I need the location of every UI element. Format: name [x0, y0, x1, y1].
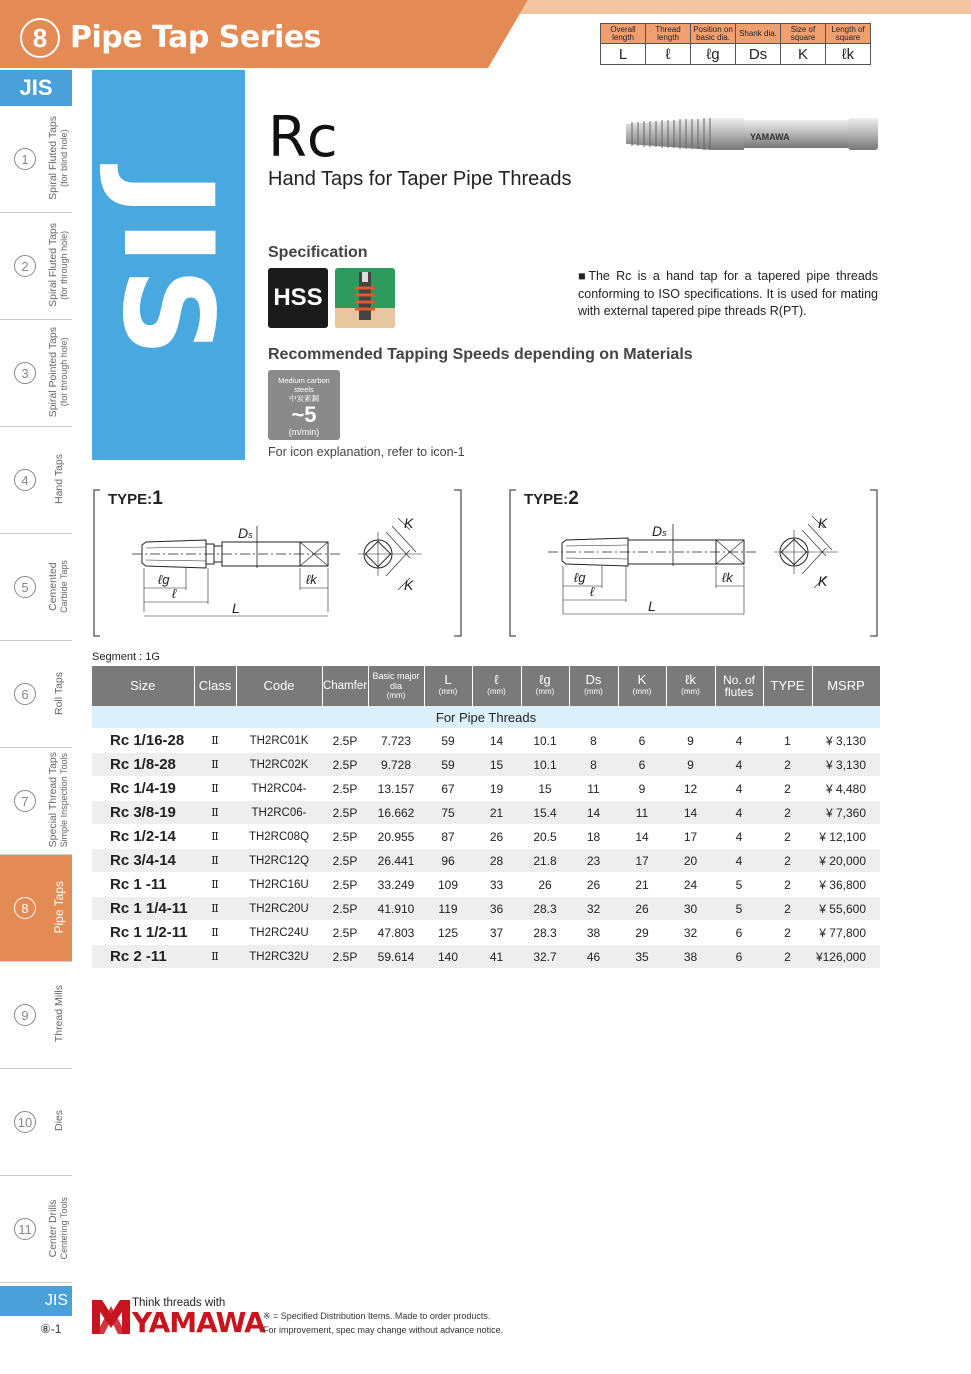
cell-lg: 10.1	[521, 729, 569, 753]
cell-msrp: ¥ 3,130	[812, 753, 880, 777]
cell-l: 75	[424, 801, 472, 825]
coating-icon	[335, 268, 395, 328]
legend-symbol: L	[601, 44, 646, 65]
cell-lk: 24	[666, 873, 715, 897]
cell-lg: 26	[521, 873, 569, 897]
cell-lk: 12	[666, 777, 715, 801]
table-row	[92, 921, 880, 945]
cell-basic: 9.728	[368, 753, 424, 777]
legend-symbol: ℓg	[691, 44, 736, 65]
cell-ds: 32	[569, 897, 618, 921]
col-type: TYPE	[763, 666, 812, 706]
sidebar-item-label: Thread Mills	[52, 985, 65, 1043]
type2-drawing	[508, 486, 884, 638]
product-subtitle: Hand Taps for Taper Pipe Threads	[268, 168, 572, 190]
cell-basic: 47.803	[368, 921, 424, 945]
series-title: Pipe Tap Series	[70, 20, 322, 55]
cell-ds: 46	[569, 945, 618, 969]
col-chamfer: Chamfer	[322, 666, 368, 706]
sidebar-item-label: Hand Taps	[52, 453, 65, 504]
cell-code: TH2RC16U	[236, 873, 322, 897]
cell-lk: 14	[666, 801, 715, 825]
cell-basic: 41.910	[368, 897, 424, 921]
col-k: K (mm)	[618, 666, 666, 706]
cell-lg: 28.3	[521, 897, 569, 921]
cell-msrp: ¥ 20,000	[812, 849, 880, 873]
cell-code: TH2RC04-	[236, 777, 322, 801]
product-description: ■The Rc is a hand tap for a tapered pipe threads conforming to ISO specifications. It is used for mating with external tapered pipe threads R(PT).	[578, 269, 878, 318]
type1-drawing	[92, 486, 468, 638]
logo-brand: YAMAWA	[132, 1306, 265, 1339]
dim-k: K	[818, 573, 828, 589]
footer-note-1: ※ = Specified Distribution Items. Made to order products.	[263, 1311, 491, 1321]
footer-note-2: For improvement, spec may change without advance notice.	[263, 1325, 504, 1335]
cell-class: Ⅱ	[194, 825, 236, 849]
cell-chamfer: 2.5P	[322, 849, 368, 873]
table-row	[92, 849, 880, 873]
sidebar-item-label: Dies	[52, 1110, 65, 1132]
cell-chamfer: 2.5P	[322, 945, 368, 969]
cell-lg: 20.5	[521, 825, 569, 849]
cell-code: TH2RC20U	[236, 897, 322, 921]
cell-ds: 26	[569, 873, 618, 897]
cell-size: Rc 1/8-28	[92, 753, 194, 777]
cell-l: 21	[472, 801, 521, 825]
table-row	[92, 777, 880, 801]
cell-class: Ⅱ	[194, 897, 236, 921]
cell-l: 59	[424, 753, 472, 777]
svg-text:Ds: Ds	[238, 525, 253, 541]
cell-l: 140	[424, 945, 472, 969]
cell-lk: 32	[666, 921, 715, 945]
speed-unit: (m/min)	[288, 427, 320, 437]
cell-msrp: ¥ 12,100	[812, 825, 880, 849]
dim-lk: ℓk	[306, 572, 317, 587]
sidebar-item-number: 8	[14, 897, 36, 919]
legend-name: Overall length	[601, 24, 646, 44]
cell-chamfer: 2.5P	[322, 897, 368, 921]
speed-title: Recommended Tapping Speeds depending on Materials	[268, 346, 693, 363]
cell-msrp: ¥ 4,480	[812, 777, 880, 801]
sidebar-item-number: 1	[14, 148, 36, 170]
dim-k: K	[404, 515, 414, 531]
col-basic-dia: Basic major dia (mm)	[368, 666, 424, 706]
cell-type: 2	[763, 921, 812, 945]
cell-type: 2	[763, 777, 812, 801]
cell-lk: 20	[666, 849, 715, 873]
cell-lk: 17	[666, 825, 715, 849]
cell-type: 2	[763, 897, 812, 921]
cell-flutes: 4	[715, 801, 763, 825]
cell-l: 15	[472, 753, 521, 777]
cell-type: 2	[763, 945, 812, 969]
speed-material-jp: 中炭素鋼	[289, 394, 319, 403]
table-row	[92, 825, 880, 849]
cell-basic: 13.157	[368, 777, 424, 801]
cell-size: Rc 1 1/2-11	[92, 921, 194, 945]
cell-size: Rc 1 1/4-11	[92, 897, 194, 921]
sidebar-item-number: 2	[14, 255, 36, 277]
cell-chamfer: 2.5P	[322, 825, 368, 849]
product-name: Rc	[268, 105, 338, 170]
speed-value: ~5	[291, 402, 317, 427]
cell-chamfer: 2.5P	[322, 921, 368, 945]
cell-code: TH2RC02K	[236, 753, 322, 777]
hss-icon: HSS	[268, 268, 328, 328]
col-code: Code	[236, 666, 322, 706]
cell-msrp: ¥ 7,360	[812, 801, 880, 825]
cell-class: Ⅱ	[194, 801, 236, 825]
cell-l: 14	[472, 729, 521, 753]
cell-size: Rc 1/16-28	[92, 729, 194, 753]
cell-flutes: 4	[715, 729, 763, 753]
col-flutes: No. of flutes	[715, 666, 763, 706]
cell-k: 6	[618, 729, 666, 753]
cell-msrp: ¥ 77,800	[812, 921, 880, 945]
cell-ds: 11	[569, 777, 618, 801]
sidebar-item-number: 6	[14, 683, 36, 705]
spec-table	[92, 666, 881, 969]
sidebar-item[interactable]	[0, 320, 72, 427]
type2-label: TYPE:	[524, 491, 569, 508]
jis-tab[interactable]: JIS	[0, 70, 72, 106]
cell-k: 35	[618, 945, 666, 969]
cell-code: TH2RC08Q	[236, 825, 322, 849]
cell-ds: 14	[569, 801, 618, 825]
series-number-badge: 8	[20, 18, 60, 58]
cell-chamfer: 2.5P	[322, 873, 368, 897]
cell-ds: 8	[569, 753, 618, 777]
sidebar-item-number: 4	[14, 469, 36, 491]
cell-type: 1	[763, 729, 812, 753]
dim-L: L	[232, 600, 240, 616]
col-lk: ℓk (mm)	[666, 666, 715, 706]
legend-symbol: K	[781, 44, 826, 65]
cell-size: Rc 1 -11	[92, 873, 194, 897]
cell-size: Rc 2 -11	[92, 945, 194, 969]
sidebar-item-label: Pipe Taps	[51, 880, 66, 934]
cell-k: 17	[618, 849, 666, 873]
tap-image-brand: YAMAWA	[750, 132, 790, 142]
cell-class: Ⅱ	[194, 873, 236, 897]
dimension-legend	[600, 23, 871, 65]
cell-lk: 38	[666, 945, 715, 969]
col-L: L (mm)	[424, 666, 472, 706]
sidebar-item-number: 7	[14, 790, 36, 812]
dim-k: K	[818, 515, 828, 531]
dim-ds: D	[238, 525, 249, 541]
sidebar-item-label: Special Thread Taps Simple Inspection Tools	[47, 752, 69, 848]
dim-lk: ℓk	[722, 570, 733, 585]
tap-product-image	[624, 112, 880, 156]
cell-chamfer: 2.5P	[322, 729, 368, 753]
sidebar-item-label: Spiral Fluted Taps (for blind hole)	[47, 116, 69, 200]
cell-k: 26	[618, 897, 666, 921]
sidebar-item[interactable]	[0, 962, 72, 1069]
cell-msrp: ¥126,000	[812, 945, 880, 969]
cell-size: Rc 1/2-14	[92, 825, 194, 849]
legend-name: Size of square	[781, 24, 826, 44]
cell-type: 2	[763, 753, 812, 777]
cell-ds: 38	[569, 921, 618, 945]
cell-l: 119	[424, 897, 472, 921]
cell-flutes: 6	[715, 945, 763, 969]
sidebar-item[interactable]	[0, 1069, 72, 1176]
cell-l: 28	[472, 849, 521, 873]
cell-class: Ⅱ	[194, 921, 236, 945]
yamawa-logo-icon	[92, 1298, 130, 1334]
cell-l: 41	[472, 945, 521, 969]
cell-ds: 18	[569, 825, 618, 849]
cell-lg: 15	[521, 777, 569, 801]
cell-class: Ⅱ	[194, 849, 236, 873]
cell-l: 109	[424, 873, 472, 897]
cell-k: 6	[618, 753, 666, 777]
cell-size: Rc 3/4-14	[92, 849, 194, 873]
cell-lk: 30	[666, 897, 715, 921]
sidebar-item-label: Cemented Carbide Taps	[47, 559, 69, 613]
dim-lg: ℓg	[158, 572, 170, 587]
cell-size: Rc 1/4-19	[92, 777, 194, 801]
page-number: ⑧-1	[40, 1322, 62, 1336]
cell-msrp: ¥ 3,130	[812, 729, 880, 753]
legend-name: Position on basic dia.	[691, 24, 736, 44]
cell-class: Ⅱ	[194, 729, 236, 753]
cell-l: 19	[472, 777, 521, 801]
cell-ds: 23	[569, 849, 618, 873]
sidebar-item-label: Center Drills Centering Tools	[47, 1196, 69, 1260]
table-row	[92, 753, 880, 777]
cell-l: 59	[424, 729, 472, 753]
icon-note: For icon explanation, refer to icon-1	[268, 445, 465, 459]
sidebar-item[interactable]	[0, 427, 72, 534]
cell-flutes: 6	[715, 921, 763, 945]
cell-lk: 9	[666, 729, 715, 753]
table-row	[92, 801, 880, 825]
svg-text:Ds: Ds	[652, 523, 667, 539]
cell-type: 2	[763, 825, 812, 849]
sidebar-item-number: 5	[14, 576, 36, 598]
cell-code: TH2RC24U	[236, 921, 322, 945]
sidebar-item-number: 3	[14, 362, 36, 384]
cell-l: 36	[472, 897, 521, 921]
cell-lk: 9	[666, 753, 715, 777]
cell-basic: 33.249	[368, 873, 424, 897]
cell-flutes: 4	[715, 777, 763, 801]
cell-l: 96	[424, 849, 472, 873]
jis-big-label: JIS	[95, 171, 239, 359]
legend-name: Thread length	[646, 24, 691, 44]
cell-l: 87	[424, 825, 472, 849]
cell-class: Ⅱ	[194, 945, 236, 969]
cell-basic: 16.662	[368, 801, 424, 825]
cell-class: Ⅱ	[194, 753, 236, 777]
type1-label: TYPE:	[108, 491, 153, 508]
cell-msrp: ¥ 36,800	[812, 873, 880, 897]
type2-number: 2	[568, 488, 579, 509]
col-lg: ℓg (mm)	[521, 666, 569, 706]
cell-lg: 21.8	[521, 849, 569, 873]
sidebar-item-label: Roll Taps	[52, 671, 65, 715]
sidebar-item-label: Spiral Pointed Taps (for through hole)	[47, 326, 69, 418]
cell-l: 26	[472, 825, 521, 849]
cell-type: 2	[763, 801, 812, 825]
dim-lg: ℓg	[574, 570, 586, 585]
cell-code: TH2RC01K	[236, 729, 322, 753]
sidebar-item-number: 11	[14, 1218, 36, 1240]
speed-icon	[268, 370, 340, 440]
table-row	[92, 897, 880, 921]
sidebar-item[interactable]	[0, 855, 72, 962]
cell-l: 67	[424, 777, 472, 801]
col-l: ℓ (mm)	[472, 666, 521, 706]
col-msrp: MSRP	[812, 666, 880, 706]
cell-k: 29	[618, 921, 666, 945]
sidebar-item[interactable]	[0, 213, 72, 320]
dim-ds: D	[652, 523, 663, 539]
dim-L: L	[648, 598, 656, 614]
cell-l: 37	[472, 921, 521, 945]
sidebar-item-number: 10	[14, 1111, 36, 1133]
table-row	[92, 873, 880, 897]
cell-code: TH2RC32U	[236, 945, 322, 969]
col-ds: Ds (mm)	[569, 666, 618, 706]
cell-class: Ⅱ	[194, 777, 236, 801]
sidebar-item-number: 9	[14, 1004, 36, 1026]
svg-text:TYPE:2	[524, 488, 579, 509]
cell-ds: 8	[569, 729, 618, 753]
cell-k: 14	[618, 825, 666, 849]
cell-type: 2	[763, 873, 812, 897]
cell-lg: 10.1	[521, 753, 569, 777]
col-class: Class	[194, 666, 236, 706]
cell-chamfer: 2.5P	[322, 753, 368, 777]
svg-text:TYPE:1	[108, 488, 163, 509]
col-size: Size	[92, 666, 194, 706]
legend-name: Length of square	[826, 24, 871, 44]
cell-basic: 7.723	[368, 729, 424, 753]
dim-k: K	[404, 577, 414, 593]
legend-symbol: Ds	[736, 44, 781, 65]
cell-k: 11	[618, 801, 666, 825]
table-row	[92, 945, 880, 969]
cell-basic: 20.955	[368, 825, 424, 849]
cell-lg: 15.4	[521, 801, 569, 825]
cell-flutes: 4	[715, 849, 763, 873]
cell-code: TH2RC06-	[236, 801, 322, 825]
dim-l: ℓ	[172, 586, 177, 601]
legend-name: Shank dia.	[736, 24, 781, 44]
sidebar-item[interactable]	[0, 748, 72, 855]
cell-l: 33	[472, 873, 521, 897]
cell-k: 9	[618, 777, 666, 801]
cell-chamfer: 2.5P	[322, 777, 368, 801]
speed-material: Medium carbon steels	[278, 376, 330, 394]
cell-flutes: 4	[715, 825, 763, 849]
legend-symbol: ℓ	[646, 44, 691, 65]
segment-label: Segment : 1G	[92, 651, 160, 663]
specification-title: Specification	[268, 244, 368, 261]
cell-chamfer: 2.5P	[322, 801, 368, 825]
sidebar-item-label: Spiral Fluted Taps (for through hole)	[47, 223, 69, 307]
type1-number: 1	[152, 488, 163, 509]
sidebar-item[interactable]	[0, 106, 72, 213]
cell-type: 2	[763, 849, 812, 873]
cell-flutes: 4	[715, 753, 763, 777]
cell-flutes: 5	[715, 873, 763, 897]
legend-symbol: ℓk	[826, 44, 871, 65]
jis-bottom-tab: JIS	[0, 1286, 72, 1316]
cell-k: 21	[618, 873, 666, 897]
cell-l: 125	[424, 921, 472, 945]
sidebar-item[interactable]	[0, 1176, 72, 1283]
cell-lg: 28.3	[521, 921, 569, 945]
group-row: For Pipe Threads	[92, 706, 880, 729]
sidebar-item[interactable]	[0, 641, 72, 748]
cell-code: TH2RC12Q	[236, 849, 322, 873]
cell-lg: 32.7	[521, 945, 569, 969]
sidebar-item[interactable]	[0, 534, 72, 641]
dim-l: ℓ	[590, 584, 595, 599]
cell-flutes: 5	[715, 897, 763, 921]
cell-basic: 59.614	[368, 945, 424, 969]
cell-msrp: ¥ 55,600	[812, 897, 880, 921]
logo-tagline: Think threads with	[132, 1297, 226, 1309]
table-row	[92, 729, 880, 753]
cell-basic: 26.441	[368, 849, 424, 873]
cell-size: Rc 3/8-19	[92, 801, 194, 825]
